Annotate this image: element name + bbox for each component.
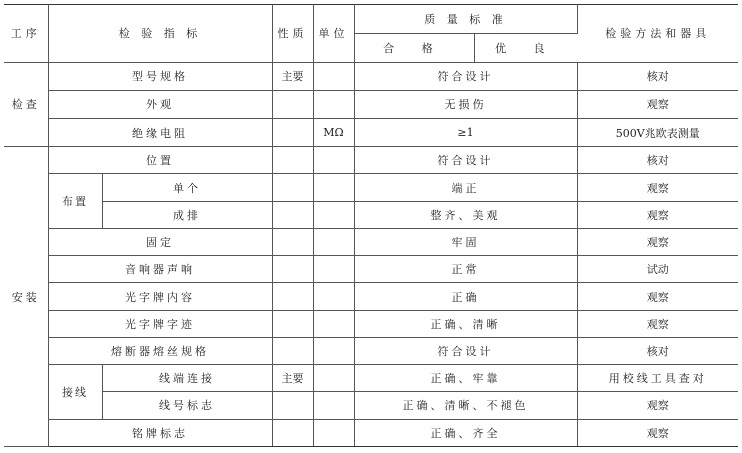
- unit-cell: [313, 365, 354, 392]
- standard-cell: 正确、清晰、不褪色: [354, 392, 577, 419]
- standard-cell: 整齐、美观: [354, 201, 577, 228]
- header-pass: 合 格: [354, 34, 474, 62]
- table-row: [4, 310, 738, 337]
- method-cell: 核对: [577, 62, 738, 90]
- unit-cell: [313, 256, 354, 283]
- unit-cell: [313, 174, 354, 201]
- table-row: [4, 419, 738, 446]
- process-cell: 检查: [4, 62, 48, 147]
- unit-cell: [313, 201, 354, 228]
- indicator-cell: 绝缘电阻: [48, 119, 272, 147]
- standard-cell: 端正: [354, 174, 577, 201]
- standard-cell: 正常: [354, 256, 577, 283]
- nature-cell: [272, 228, 313, 255]
- unit-cell: MΩ: [313, 119, 354, 147]
- nature-cell: [272, 256, 313, 283]
- method-cell: 用校线工具查对: [577, 365, 738, 392]
- method-cell: 观察: [577, 174, 738, 201]
- method-cell: 核对: [577, 337, 738, 364]
- process-cell: 安装: [4, 147, 48, 447]
- standard-cell: 符合设计: [354, 147, 577, 174]
- nature-cell: [272, 337, 313, 364]
- standard-cell: 正确、清晰: [354, 310, 577, 337]
- nature-cell: [272, 310, 313, 337]
- standard-cell: ≥1: [354, 119, 577, 147]
- standard-cell: 正确、牢靠: [354, 365, 577, 392]
- header-unit: 单位: [313, 5, 354, 63]
- nature-cell: [272, 392, 313, 419]
- nature-cell: [272, 174, 313, 201]
- indicator-cell: 位置: [48, 147, 272, 174]
- table-row: [4, 90, 738, 118]
- nature-cell: [272, 201, 313, 228]
- indicator-cell: 光字牌内容: [48, 283, 272, 310]
- table-row: [4, 256, 738, 283]
- indicator-cell: 型号规格: [48, 62, 272, 90]
- table-row: [4, 119, 738, 147]
- unit-cell: [313, 392, 354, 419]
- method-cell: 观察: [577, 90, 738, 118]
- method-cell: 观察: [577, 228, 738, 255]
- indicator-cell: 单个: [102, 174, 272, 201]
- method-cell: 观察: [577, 283, 738, 310]
- indicator-cell: 线端连接: [102, 365, 272, 392]
- nature-cell: 主要: [272, 365, 313, 392]
- nature-cell: [272, 419, 313, 446]
- indicator-cell: 固定: [48, 228, 272, 255]
- table-row: [4, 62, 738, 90]
- unit-cell: [313, 337, 354, 364]
- indicator-cell: 熔断器熔丝规格: [48, 337, 272, 364]
- header-quality-standard: 质 量 标 准: [354, 5, 577, 34]
- method-cell: 观察: [577, 419, 738, 446]
- group-cell: 接线: [48, 365, 102, 419]
- quality-table: [4, 4, 738, 447]
- header-nature: 性质: [272, 5, 313, 63]
- standard-cell: 无损伤: [354, 90, 577, 118]
- header-good: 优 良: [474, 34, 577, 62]
- table-row: [4, 392, 738, 419]
- method-cell: 500V兆欧表测量: [577, 119, 738, 147]
- table-row: [4, 147, 738, 174]
- unit-cell: [313, 62, 354, 90]
- unit-cell: [313, 310, 354, 337]
- table-row: [4, 201, 738, 228]
- indicator-cell: 音响器声响: [48, 256, 272, 283]
- unit-cell: [313, 283, 354, 310]
- standard-cell: 正确: [354, 283, 577, 310]
- method-cell: 观察: [577, 201, 738, 228]
- nature-cell: [272, 283, 313, 310]
- method-cell: 观察: [577, 310, 738, 337]
- standard-cell: 符合设计: [354, 62, 577, 90]
- indicator-cell: 成排: [102, 201, 272, 228]
- indicator-cell: 铭牌标志: [48, 419, 272, 446]
- nature-cell: [272, 90, 313, 118]
- indicator-cell: 光字牌字迹: [48, 310, 272, 337]
- unit-cell: [313, 228, 354, 255]
- unit-cell: [313, 419, 354, 446]
- table-row: [4, 337, 738, 364]
- method-cell: 试动: [577, 256, 738, 283]
- header-process: 工序: [4, 5, 48, 63]
- nature-cell: [272, 119, 313, 147]
- method-cell: 观察: [577, 392, 738, 419]
- nature-cell: [272, 147, 313, 174]
- standard-cell: 正确、齐全: [354, 419, 577, 446]
- header-indicator: 检 验 指 标: [48, 5, 272, 63]
- table-row: [4, 228, 738, 255]
- nature-cell: 主要: [272, 62, 313, 90]
- unit-cell: [313, 90, 354, 118]
- standard-cell: 牢固: [354, 228, 577, 255]
- group-cell: 布置: [48, 174, 102, 228]
- unit-cell: [313, 147, 354, 174]
- indicator-cell: 外观: [48, 90, 272, 118]
- indicator-cell: 线号标志: [102, 392, 272, 419]
- table-row: [4, 365, 738, 392]
- header-method: 检验方法和器具: [577, 5, 738, 63]
- standard-cell: 符合设计: [354, 337, 577, 364]
- method-cell: 核对: [577, 147, 738, 174]
- table-row: [4, 283, 738, 310]
- table-row: [4, 174, 738, 201]
